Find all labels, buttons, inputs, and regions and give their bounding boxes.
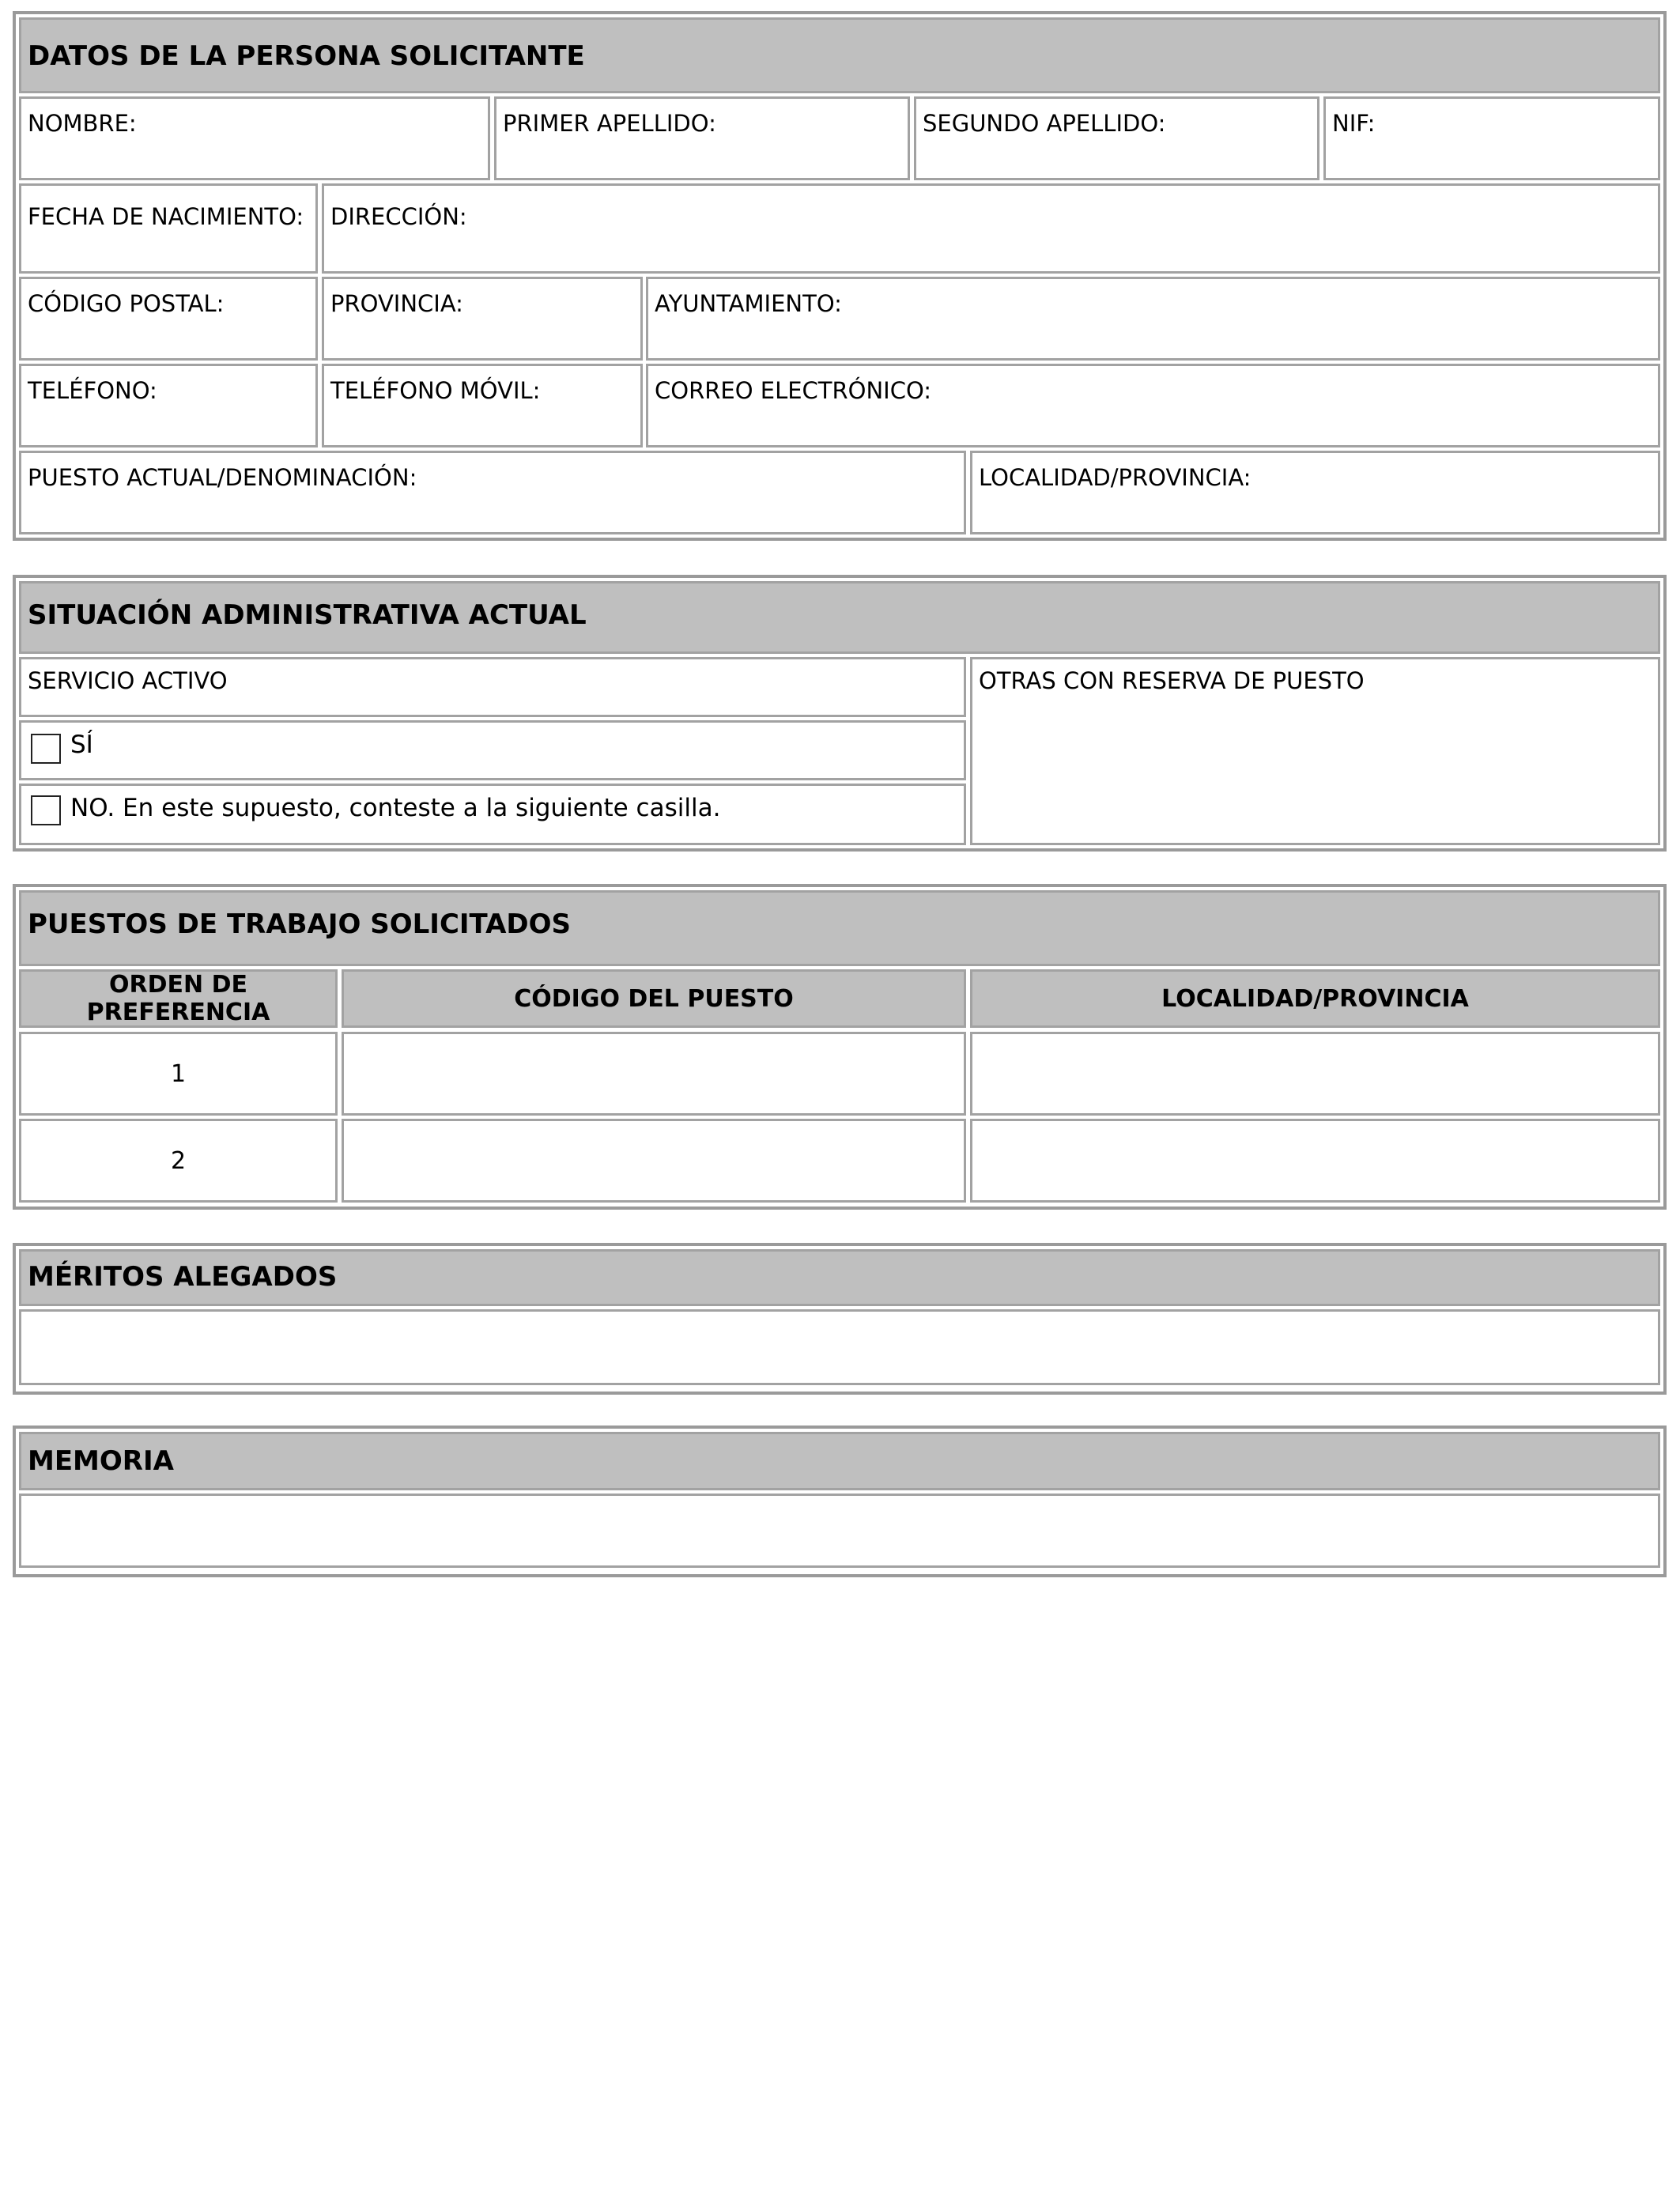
field-primer-apellido[interactable]: [494, 96, 910, 180]
field-label: NOMBRE:: [28, 110, 137, 137]
field-nif[interactable]: [1323, 96, 1660, 180]
field-label: SEGUNDO APELLIDO:: [923, 110, 1166, 137]
section-title: MÉRITOS ALEGADOS: [28, 1261, 338, 1293]
field-puesto-actual[interactable]: [19, 451, 966, 534]
field-label: FECHA DE NACIMIENTO:: [28, 203, 304, 230]
checkbox-no[interactable]: [31, 795, 61, 825]
field-label: SERVICIO ACTIVO: [28, 667, 228, 694]
checkbox-si[interactable]: [31, 734, 61, 764]
field-ayuntamiento[interactable]: [646, 277, 1660, 361]
field-codigo-postal[interactable]: [19, 277, 318, 361]
section-meritos-alegados: [13, 1243, 1667, 1395]
section-title: MEMORIA: [28, 1445, 174, 1477]
option-no-label: NO. En este supuesto, conteste a la siguiente casilla.: [70, 794, 721, 822]
option-si-label: SÍ: [70, 731, 93, 759]
section-datos-solicitante: [13, 11, 1667, 541]
field-segundo-apellido[interactable]: [914, 96, 1319, 180]
column-header-localidad: LOCALIDAD/PROVINCIA: [970, 969, 1660, 1028]
meritos-input[interactable]: [19, 1309, 1660, 1385]
row-2-orden: 2: [19, 1119, 338, 1203]
section-puestos-solicitados: [13, 884, 1667, 1210]
row-2-codigo-input[interactable]: [342, 1119, 966, 1203]
section-title-bar: [19, 581, 1660, 654]
section-memoria: [13, 1426, 1667, 1577]
field-correo-electronico[interactable]: [646, 364, 1660, 447]
section-title-bar: [19, 890, 1660, 966]
field-label: PROVINCIA:: [330, 290, 463, 317]
field-label: NIF:: [1332, 110, 1376, 137]
field-label: TELÉFONO MÓVIL:: [330, 377, 541, 404]
row-1-localidad-input[interactable]: [970, 1032, 1660, 1116]
option-si-row[interactable]: [19, 720, 966, 780]
section-title: DATOS DE LA PERSONA SOLICITANTE: [28, 40, 585, 72]
section-title-bar: [19, 17, 1660, 93]
option-no-row[interactable]: [19, 784, 966, 845]
section-situacion-administrativa: [13, 575, 1667, 852]
field-direccion[interactable]: [322, 183, 1660, 274]
field-label: PRIMER APELLIDO:: [503, 110, 716, 137]
field-label: AYUNTAMIENTO:: [655, 290, 842, 317]
column-header-orden: ORDEN DE PREFERENCIA: [19, 969, 338, 1028]
memoria-input[interactable]: [19, 1494, 1660, 1568]
section-title: PUESTOS DE TRABAJO SOLICITADOS: [28, 908, 572, 940]
row-1-orden: 1: [19, 1032, 338, 1116]
section-title-bar: [19, 1432, 1660, 1490]
field-provincia[interactable]: [322, 277, 643, 361]
field-label: CÓDIGO POSTAL:: [28, 290, 225, 317]
field-nombre[interactable]: [19, 96, 490, 180]
field-label: PUESTO ACTUAL/DENOMINACIÓN:: [28, 464, 417, 491]
servicio-activo-label: [19, 657, 966, 717]
row-1-codigo-input[interactable]: [342, 1032, 966, 1116]
field-label: CORREO ELECTRÓNICO:: [655, 377, 932, 404]
field-localidad-provincia[interactable]: [970, 451, 1660, 534]
field-label: LOCALIDAD/PROVINCIA:: [979, 464, 1252, 491]
column-header-codigo: CÓDIGO DEL PUESTO: [342, 969, 966, 1028]
field-label: TELÉFONO:: [28, 377, 157, 404]
field-label: DIRECCIÓN:: [330, 203, 467, 230]
field-label: OTRAS CON RESERVA DE PUESTO: [979, 667, 1365, 694]
field-telefono[interactable]: [19, 364, 318, 447]
otras-reserva-puesto[interactable]: [970, 657, 1660, 845]
field-telefono-movil[interactable]: [322, 364, 643, 447]
field-fecha-nacimiento[interactable]: [19, 183, 318, 274]
section-title: SITUACIÓN ADMINISTRATIVA ACTUAL: [28, 599, 587, 631]
row-2-localidad-input[interactable]: [970, 1119, 1660, 1203]
section-title-bar: [19, 1249, 1660, 1306]
